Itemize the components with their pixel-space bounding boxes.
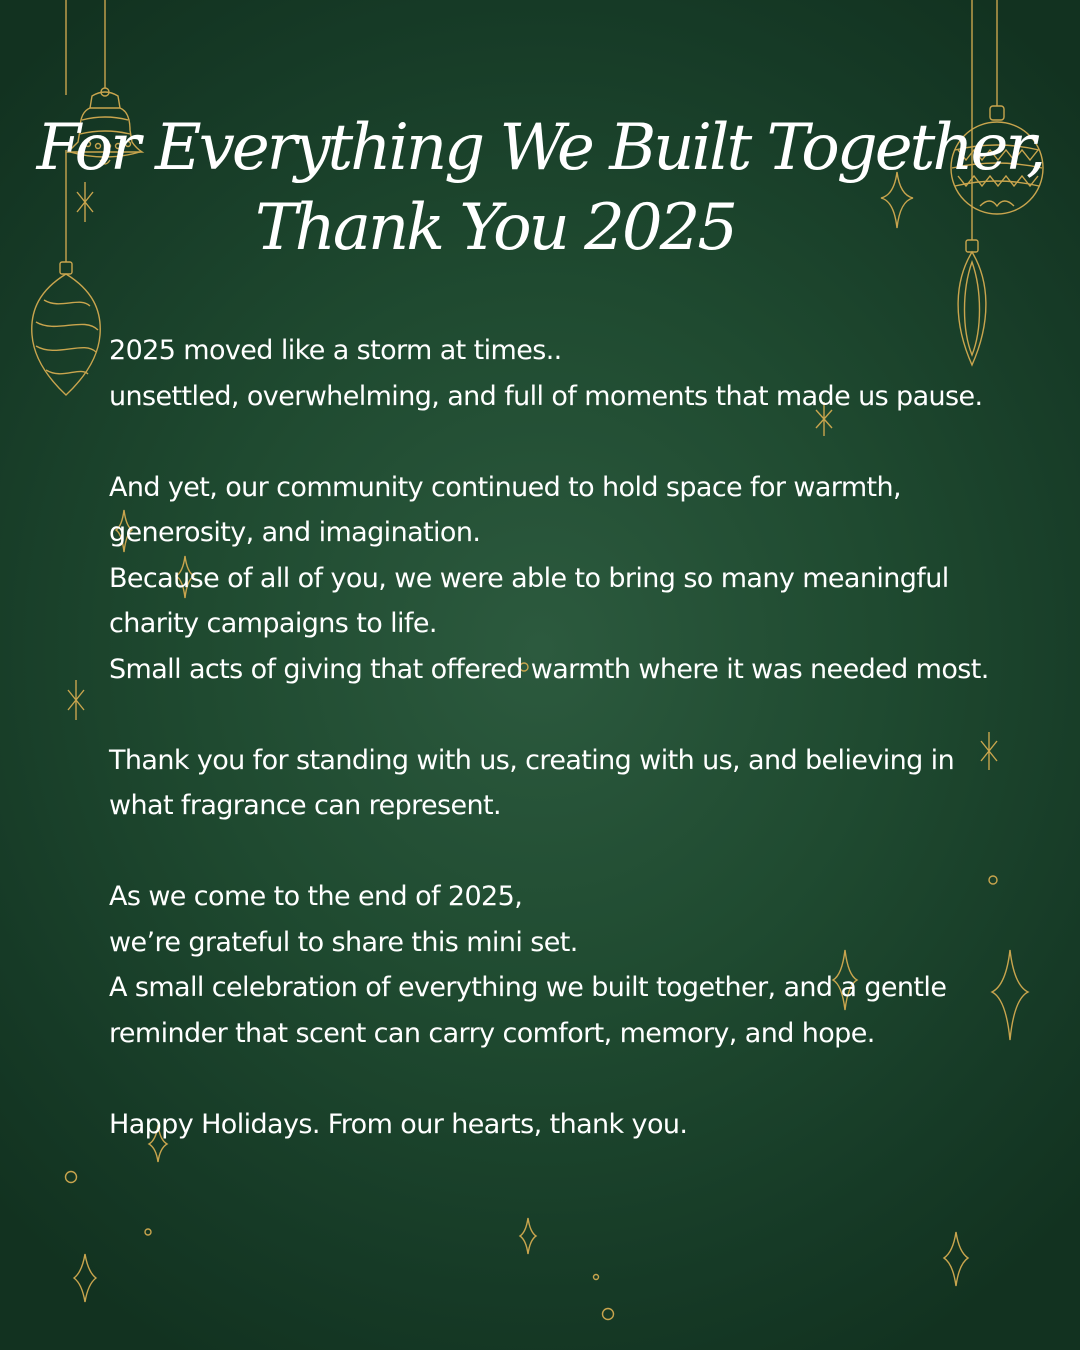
paragraph-line: Small acts of giving that offered warmth where it was needed most.	[109, 653, 989, 685]
sparkle-icon	[520, 1218, 536, 1254]
paragraph-line: As we come to the end of 2025,	[109, 881, 523, 912]
paragraph-line: unsettled, overwhelming, and full of moments that made us pause.	[109, 380, 983, 412]
sparkle-icon	[944, 1232, 968, 1286]
title-line-2: Thank You 2025	[254, 191, 736, 265]
paragraph-line: Thank you for standing with us, creating with us, and believing in what fragrance can represent.	[109, 744, 955, 821]
message-body	[109, 328, 1009, 1147]
paragraph	[109, 1102, 1009, 1148]
paragraph	[109, 328, 1009, 419]
title-line-1: For Everything We Built Together,	[36, 111, 1044, 185]
paragraph-line: And yet, our community continued to hold space for warmth, generosity, and imagination.	[109, 471, 901, 548]
sparkle-icon	[74, 1254, 96, 1302]
asterisk-star-icon	[68, 680, 84, 720]
paragraph	[109, 874, 1009, 1056]
paragraph-line: 2025 moved like a storm at times..	[109, 335, 562, 366]
paragraph-line: A small celebration of everything we built together, and a gentle reminder that scent can carry comfort, memory, and hope.	[109, 972, 947, 1049]
card-title	[0, 108, 1080, 268]
paragraph-line: Because of all of you, we were able to bring so many meaningful charity campaigns to life.	[109, 562, 949, 639]
paragraph	[109, 465, 1009, 693]
paragraph	[109, 738, 1009, 829]
paragraph-line: Happy Holidays. From our hearts, thank you.	[109, 1108, 688, 1140]
paragraph-line: we’re grateful to share this mini set.	[109, 926, 578, 958]
